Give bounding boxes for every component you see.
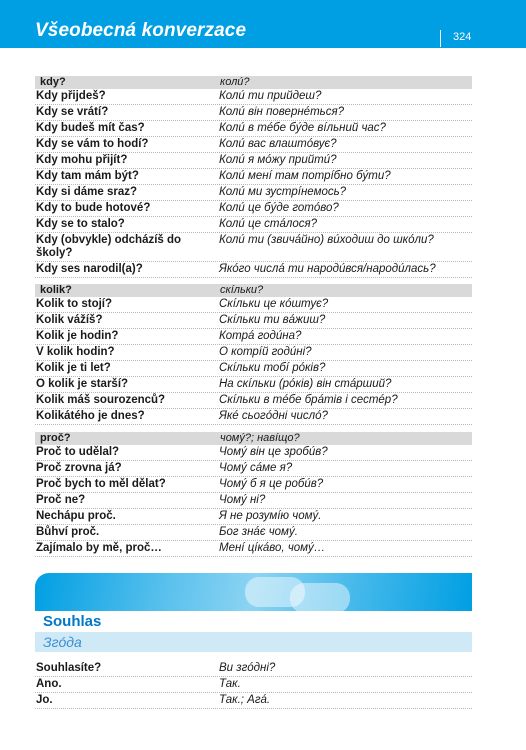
phrase-ukrainian: Чомý б я це робúв? bbox=[219, 478, 324, 490]
phrase-row bbox=[35, 541, 472, 557]
phrase-ukrainian: Котрá годúна? bbox=[219, 330, 302, 342]
phrase-czech: Kdy (obvykle) odcházíš do školy? bbox=[36, 234, 182, 259]
phrase-czech: Kdy to bude hotové? bbox=[36, 202, 151, 214]
section-heading-cz: proč? bbox=[40, 432, 71, 444]
phrase-row bbox=[35, 445, 472, 461]
phrase-row bbox=[35, 201, 472, 217]
phrase-ukrainian: Колú ти прийдеш? bbox=[219, 90, 322, 102]
phrase-ukrainian: Бог знáє чомý. bbox=[219, 526, 298, 538]
phrase-czech: Kdy mohu přijít? bbox=[36, 154, 128, 166]
section-heading-uk: колú? bbox=[220, 76, 250, 88]
phrase-row bbox=[35, 137, 472, 153]
phrase-row bbox=[35, 661, 472, 677]
phrase-ukrainian: Колú ми зустрíнемось? bbox=[219, 186, 347, 198]
phrase-czech: V kolik hodin? bbox=[36, 346, 115, 358]
page-number: 324 bbox=[453, 31, 472, 43]
phrase-ukrainian: Чомý ні? bbox=[219, 494, 266, 506]
page-title: Všeobecná konverzace bbox=[35, 20, 247, 41]
phrase-ukrainian: Менí цíкáво, чомý… bbox=[219, 542, 326, 554]
phrase-czech: Bůhví proč. bbox=[36, 526, 100, 538]
phrase-czech: Nechápu proč. bbox=[36, 510, 116, 522]
phrase-ukrainian: Якé сьогóдні числó? bbox=[219, 410, 328, 422]
section-kdy bbox=[35, 76, 472, 278]
phrase-row bbox=[35, 217, 472, 233]
phrase-czech: Souhlasíte? bbox=[36, 662, 102, 674]
phrase-ukrainian: Колú це стáлося? bbox=[219, 218, 318, 230]
section-heading-uk: чомý?; навíщо? bbox=[220, 432, 300, 444]
phrase-row bbox=[35, 89, 472, 105]
phrase-czech: Kolik to stojí? bbox=[36, 298, 113, 310]
phrase-row bbox=[35, 105, 472, 121]
phrase-ukrainian: Колú менí там потрíбно бýти? bbox=[219, 170, 391, 182]
phrase-ukrainian: Колú в тéбе бýде вíльний час? bbox=[219, 122, 386, 134]
phrase-czech: Kolikátého je dnes? bbox=[36, 410, 145, 422]
phrase-czech: Kolik je ti let? bbox=[36, 362, 111, 374]
phrase-czech: Proč bych to měl dělat? bbox=[36, 478, 166, 490]
header-divider bbox=[440, 30, 441, 47]
phrase-row bbox=[35, 121, 472, 137]
phrase-czech: Kdy se vám to hodí? bbox=[36, 138, 149, 150]
phrase-czech: Kdy ses narodil(a)? bbox=[36, 263, 143, 275]
phrase-czech: Kdy si dáme sraz? bbox=[36, 186, 137, 198]
section-subtitle-text: Згóда bbox=[43, 634, 82, 650]
phrase-ukrainian: Колú він повернéться? bbox=[219, 106, 344, 118]
section-heading bbox=[35, 76, 472, 89]
phrase-row bbox=[35, 677, 472, 693]
phrase-ukrainian: Скíльки тобí рóків? bbox=[219, 362, 326, 374]
section-subtitle-uk bbox=[35, 632, 472, 652]
phrase-ukrainian: Колú ти (звичáйно) вúходиш до шкóли? bbox=[219, 234, 434, 246]
phrase-row bbox=[35, 297, 472, 313]
phrase-ukrainian: Колú це бýде готóво? bbox=[219, 202, 339, 214]
phrase-czech: Kdy se to stalo? bbox=[36, 218, 125, 230]
phrase-row bbox=[35, 409, 472, 425]
phrase-czech: Proč zrovna já? bbox=[36, 462, 122, 474]
phrase-row bbox=[35, 233, 472, 262]
phrase-row bbox=[35, 461, 472, 477]
page-header bbox=[0, 0, 526, 48]
phrase-czech: Kdy se vrátí? bbox=[36, 106, 109, 118]
phrase-czech: Kolik vážíš? bbox=[36, 314, 103, 326]
section-title-text: Souhlas bbox=[43, 613, 102, 630]
phrase-czech: Jo. bbox=[36, 694, 53, 706]
section-kolik bbox=[35, 284, 472, 425]
phrase-row bbox=[35, 693, 472, 709]
phrase-row bbox=[35, 493, 472, 509]
phrase-czech: Kolik máš sourozenců? bbox=[36, 394, 166, 406]
phrase-czech: Proč ne? bbox=[36, 494, 86, 506]
phrase-ukrainian: Колú я мóжу прийтú? bbox=[219, 154, 337, 166]
phrase-czech: Kdy budeš mít čas? bbox=[36, 122, 145, 134]
phrase-ukrainian: Так. bbox=[219, 678, 241, 690]
phrase-row bbox=[35, 313, 472, 329]
phrase-row bbox=[35, 393, 472, 409]
phrase-row bbox=[35, 169, 472, 185]
phrase-row bbox=[35, 153, 472, 169]
phrase-czech: Kdy tam mám být? bbox=[36, 170, 139, 182]
phrase-ukrainian: Чомý сáме я? bbox=[219, 462, 293, 474]
phrase-ukrainian: На скíльки (рóків) він стáрший? bbox=[219, 378, 392, 390]
section-heading bbox=[35, 284, 472, 297]
phrase-ukrainian: Скíльки це кóштує? bbox=[219, 298, 329, 310]
phrase-ukrainian: Ви згóдні? bbox=[219, 662, 276, 674]
section-banner-photo bbox=[35, 573, 472, 611]
phrase-ukrainian: Колú вас влаштóвує? bbox=[219, 138, 337, 150]
phrase-ukrainian: Так.; Агá. bbox=[219, 694, 271, 706]
section-heading-cz: kdy? bbox=[40, 76, 66, 88]
section-agreement-rows bbox=[35, 661, 472, 709]
phrase-czech: Proč to udělal? bbox=[36, 446, 120, 458]
phrase-czech: Kdy přijdeš? bbox=[36, 90, 106, 102]
phrase-row bbox=[35, 345, 472, 361]
phrase-row bbox=[35, 377, 472, 393]
phrase-row bbox=[35, 262, 472, 278]
phrase-ukrainian: Я не розумíю чомý. bbox=[219, 510, 322, 522]
phrase-ukrainian: Якóго числá ти народúвся/народúлась? bbox=[219, 263, 436, 275]
phrase-czech: O kolik je starší? bbox=[36, 378, 129, 390]
phrase-ukrainian: Скíльки в тéбе брáтів і сестéр? bbox=[219, 394, 398, 406]
phrase-row bbox=[35, 329, 472, 345]
phrase-czech: Ano. bbox=[36, 678, 62, 690]
hand-shape-right bbox=[290, 583, 350, 611]
phrase-row bbox=[35, 361, 472, 377]
phrase-czech: Zajímalo by mě, proč… bbox=[36, 542, 162, 554]
phrase-ukrainian: О котрíй годúні? bbox=[219, 346, 312, 358]
phrase-row bbox=[35, 525, 472, 541]
phrase-czech: Kolik je hodin? bbox=[36, 330, 119, 342]
phrase-ukrainian: Скíльки ти вáжиш? bbox=[219, 314, 326, 326]
phrase-row bbox=[35, 185, 472, 201]
phrase-ukrainian: Чомý він це зробúв? bbox=[219, 446, 328, 458]
section-title-souhlas bbox=[35, 611, 472, 631]
section-heading-cz: kolik? bbox=[40, 284, 72, 296]
phrase-row bbox=[35, 477, 472, 493]
section-proc bbox=[35, 432, 472, 557]
phrase-row bbox=[35, 509, 472, 525]
section-heading bbox=[35, 432, 472, 445]
section-heading-uk: скíльки? bbox=[220, 284, 264, 296]
